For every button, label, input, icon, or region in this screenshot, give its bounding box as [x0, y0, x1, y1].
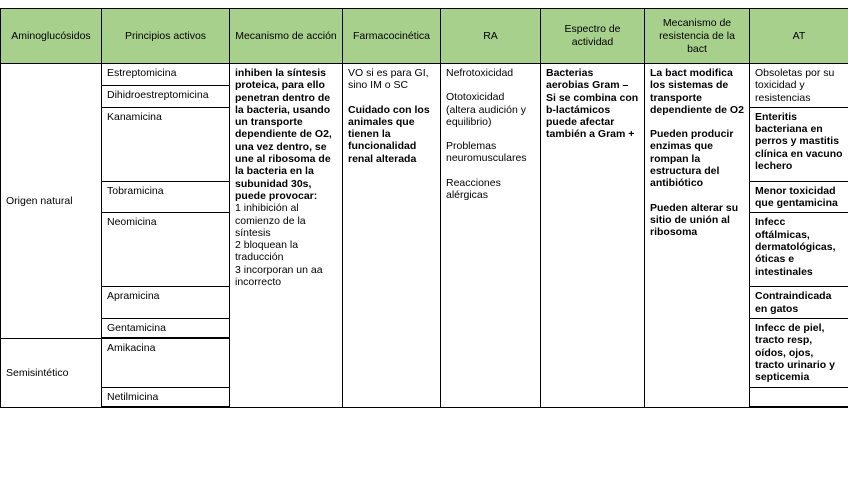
ra-alergicas: Reacciones alérgicas: [446, 176, 501, 202]
ra-nefrotoxicidad: Nefrotoxicidad: [446, 67, 514, 79]
drug-apramicina: Apramicina: [102, 287, 230, 319]
resistencia-transporte: La bact modifica los sistemas de transporte dependiente de O2: [650, 67, 744, 116]
drug-empty-2: [102, 406, 230, 407]
drug-dihidroestreptomicina: Dihidroestreptomicina: [102, 85, 230, 107]
espectro-cell: [541, 64, 645, 408]
drug-neomicina: Neomicina: [102, 213, 230, 287]
espectro-text: Bacterias aerobias Gram – Si se combina con b-lactámicos puede afectar también a Gram +: [546, 67, 639, 141]
drug-gentamicina: Gentamicina: [102, 319, 230, 338]
mecanismo-item-2: 2 bloquean la traducción: [235, 239, 299, 264]
table-row: [1, 64, 848, 86]
ra-neuromusculares: Problemas neuromusculares: [446, 140, 527, 165]
mecanismo-item-1: 1 inhibición al comienzo de la síntesis: [235, 202, 306, 239]
header-mecanismo-accion: Mecanismo de acción: [230, 9, 343, 64]
at-menor-toxicidad: Menor toxicidad que gentamicina: [750, 181, 848, 213]
mecanismo-item-3: 3 incorporan un aa incorrecto: [235, 263, 323, 289]
farmaco-via: VO si es para GI, sino IM o SC: [348, 67, 429, 92]
mecanismo-cell: [230, 64, 343, 408]
ra-ototoxicidad: Ototoxicidad (altera audición y equilibrio): [446, 91, 526, 128]
mecanismo-text: inhiben la síntesis proteica, para ello penetran dentro de la bacteria, usando un transporte dependiente de O2, una vez dentro, se une al ribosoma de la bacteria en la subunidad 30s, puede provocar:: [235, 67, 332, 202]
farmaco-cuidado: Cuidado con los animales que tienen la funcionalidad renal alterada: [348, 103, 430, 165]
drug-estreptomicina: Estreptomicina: [102, 64, 230, 86]
ra-cell: [441, 64, 541, 408]
at-empty: [750, 387, 848, 406]
at-contraindicada: Contraindicada en gatos: [750, 287, 848, 319]
header-principios-activos: Principios activos: [102, 9, 230, 64]
at-obsoletas: Obsoletas por su toxicidad y resistencias: [750, 64, 848, 108]
at-enteritis: Enteritis bacteriana en perros y mastitis clínica en vacuno lechero: [750, 107, 848, 181]
at-infecc-oftalmicas: Infecc oftálmicas, dermatológicas, óticas e intestinales: [750, 213, 848, 287]
drug-netilmicina: Netilmicina: [102, 387, 230, 406]
resistencia-sitio: Pueden alterar su sitio de unión al ribosoma: [650, 201, 739, 239]
resistencia-cell: [645, 64, 750, 408]
resistencia-enzimas: Pueden producir enzimas que rompan la estructura del antibiótico: [650, 128, 734, 190]
aminoglucosidos-table: [0, 8, 848, 408]
header-aminoglucosidos: Aminoglucósidos: [1, 9, 102, 64]
group-origen-natural: Origen natural: [1, 64, 102, 339]
drug-amikacina: Amikacina: [102, 339, 230, 387]
drug-kanamicina: Kanamicina: [102, 107, 230, 181]
group-semisintetico: Semisintético: [1, 339, 102, 407]
at-infecc-piel: Infecc de piel, tracto resp, oídos, ojos, tracto urinario y septicemia: [750, 319, 848, 387]
header-ra: RA: [441, 9, 541, 64]
farmacocinetica-cell: [343, 64, 441, 408]
header-at: AT: [750, 9, 848, 64]
header-resistencia: Mecanismo de resistencia de la bact: [645, 9, 750, 64]
header-row: [1, 9, 848, 64]
header-espectro: Espectro de actividad: [541, 9, 645, 64]
at-empty-2: [750, 406, 848, 407]
drug-tobramicina: Tobramicina: [102, 181, 230, 213]
header-farmacocinetica: Farmacocinética: [343, 9, 441, 64]
